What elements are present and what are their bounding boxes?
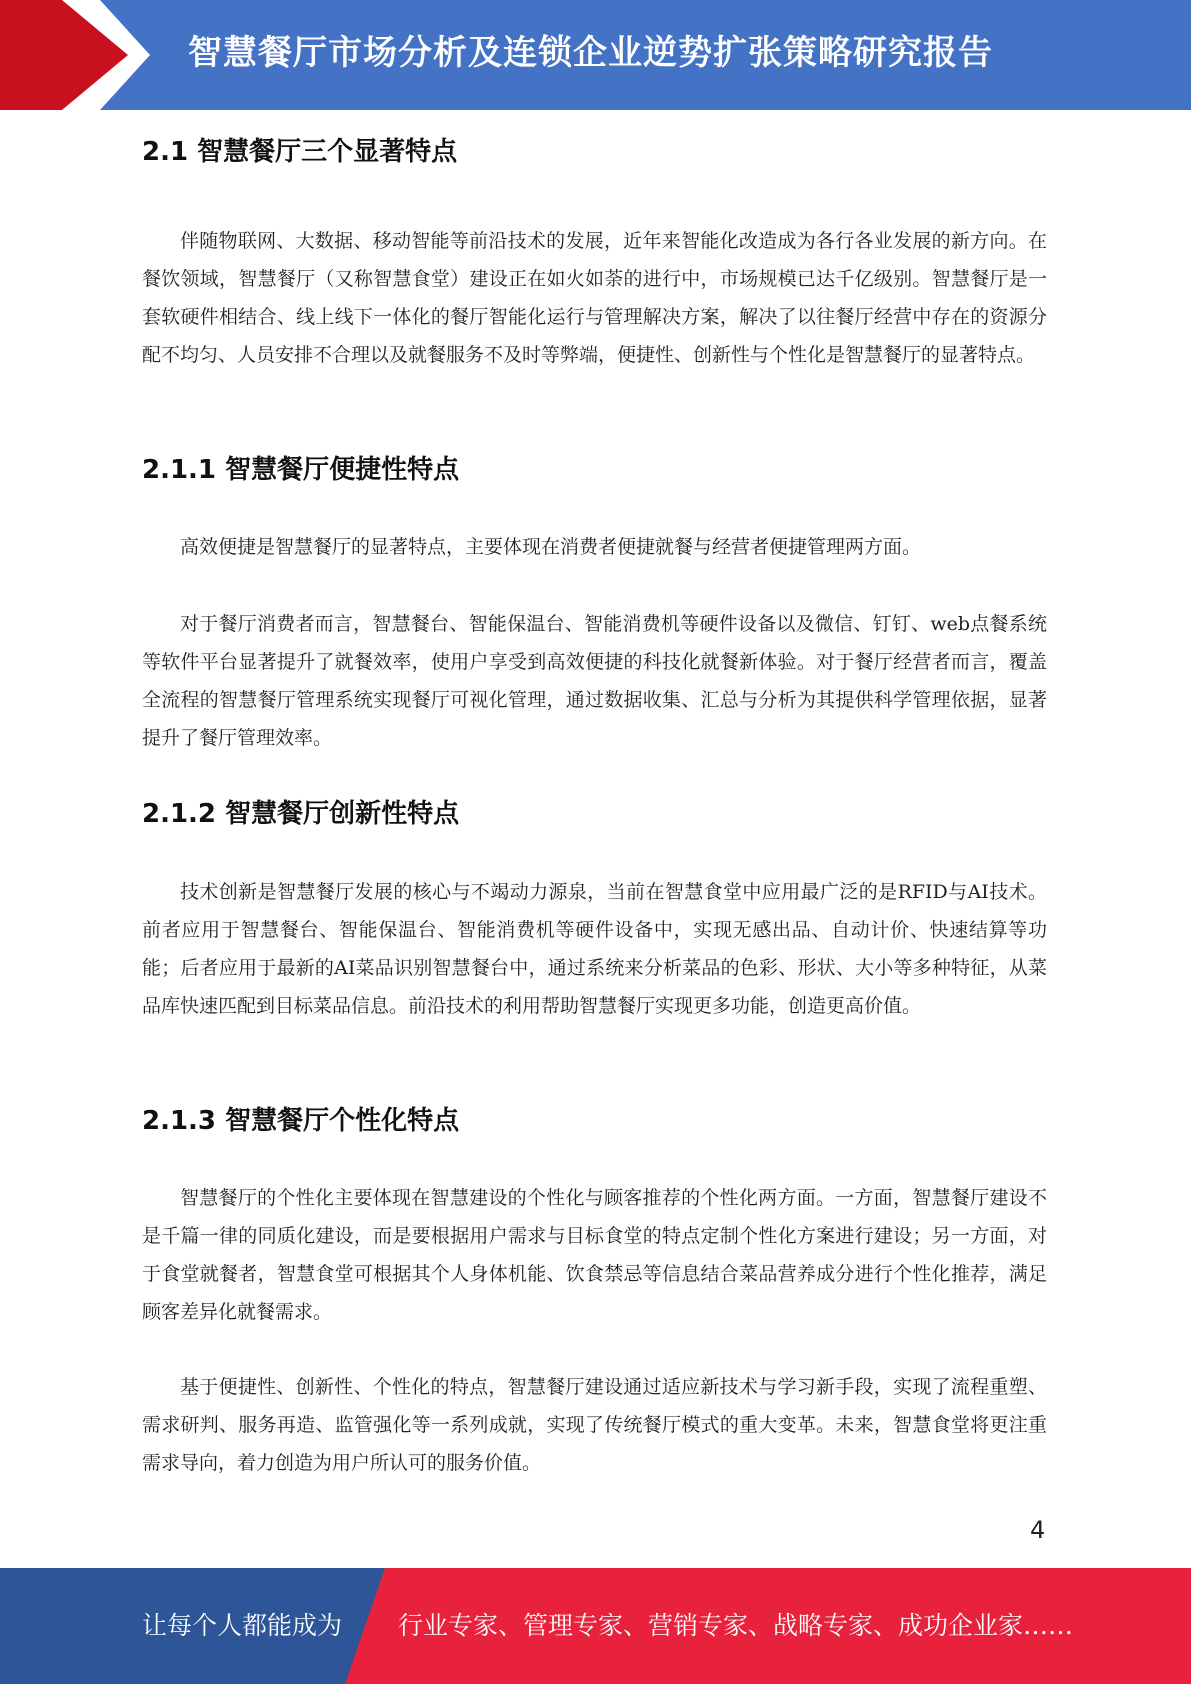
footer-slogan-left: 让每个人都能成为 bbox=[142, 1611, 343, 1640]
page-number: 4 bbox=[1030, 1516, 1046, 1544]
paragraph-2-1: 伴随物联网、大数据、移动智能等前沿技术的发展，近年来智能化改造成为各行各业发展的新方向。在餐饮领域，智慧餐厅（又称智慧食堂）建设正在如火如荼的进行中，市场规模已达千亿级别。智慧餐厅是一套软硬件相结合、线上线下一体化的餐厅智能化运行与管理解决方案，解决了以往餐厅经营中存在的资源分配不均匀、人员安排不合理以及就餐服务不及时等弊端，便捷性、创新性与个性化是智慧餐厅的显著特点。 bbox=[142, 230, 1047, 366]
paragraph-2-1-1-a: 高效便捷是智慧餐厅的显著特点，主要体现在消费者便捷就餐与经营者便捷管理两方面。 bbox=[180, 536, 922, 558]
footer-slogan-right: 行业专家、管理专家、营销专家、战略专家、成功企业家…… bbox=[398, 1611, 1074, 1640]
paragraph-2-1-3-a: 智慧餐厅的个性化主要体现在智慧建设的个性化与顾客推荐的个性化两方面。一方面，智慧餐厅建设不是千篇一律的同质化建设，而是要根据用户需求与目标食堂的特点定制个性化方案进行建设；另一方面，对于食堂就餐者，智慧食堂可根据其个人身体机能、饮食禁忌等信息结合菜品营养成分进行个性化推荐，满足顾客差异化就餐需求。 bbox=[142, 1187, 1047, 1323]
report-title: 智慧餐厅市场分析及连锁企业逆势扩张策略研究报告 bbox=[188, 33, 993, 73]
paragraph-2-1-1-b: 对于餐厅消费者而言，智慧餐台、智能保温台、智能消费机等硬件设备以及微信、钉钉、web点餐系统等软件平台显著提升了就餐效率，使用户享受到高效便捷的科技化就餐新体验。对于餐厅经营者而言，覆盖全流程的智慧餐厅管理系统实现餐厅可视化管理，通过数据收集、汇总与分析为其提供科学管理依据，显著提升了餐厅管理效率。 bbox=[142, 613, 1047, 749]
footer-banner bbox=[0, 1568, 1191, 1684]
header-banner bbox=[0, 0, 1191, 110]
header-arrow-decoration bbox=[0, 0, 150, 110]
section-heading-2-1: 2.1 智慧餐厅三个显著特点 bbox=[142, 137, 458, 167]
paragraph-2-1-2: 技术创新是智慧餐厅发展的核心与不竭动力源泉，当前在智慧食堂中应用最广泛的是RFID与AI技术。前者应用于智慧餐台、智能保温台、智能消费机等硬件设备中，实现无感出品、自动计价、快速结算等功能；后者应用于最新的AI菜品识别智慧餐台中，通过系统来分析菜品的色彩、形状、大小等多种特征，从菜品库快速匹配到目标菜品信息。前沿技术的利用帮助智慧餐厅实现更多功能，创造更高价值。 bbox=[142, 881, 1047, 1017]
section-heading-2-1-1: 2.1.1 智慧餐厅便捷性特点 bbox=[142, 455, 460, 485]
paragraph-2-1-3-b: 基于便捷性、创新性、个性化的特点，智慧餐厅建设通过适应新技术与学习新手段，实现了流程重塑、需求研判、服务再造、监管强化等一系列成就，实现了传统餐厅模式的重大变革。未来，智慧食堂将更注重需求导向，着力创造为用户所认可的服务价值。 bbox=[142, 1376, 1047, 1474]
section-heading-2-1-3: 2.1.3 智慧餐厅个性化特点 bbox=[142, 1106, 460, 1136]
section-heading-2-1-2: 2.1.2 智慧餐厅创新性特点 bbox=[142, 799, 460, 829]
